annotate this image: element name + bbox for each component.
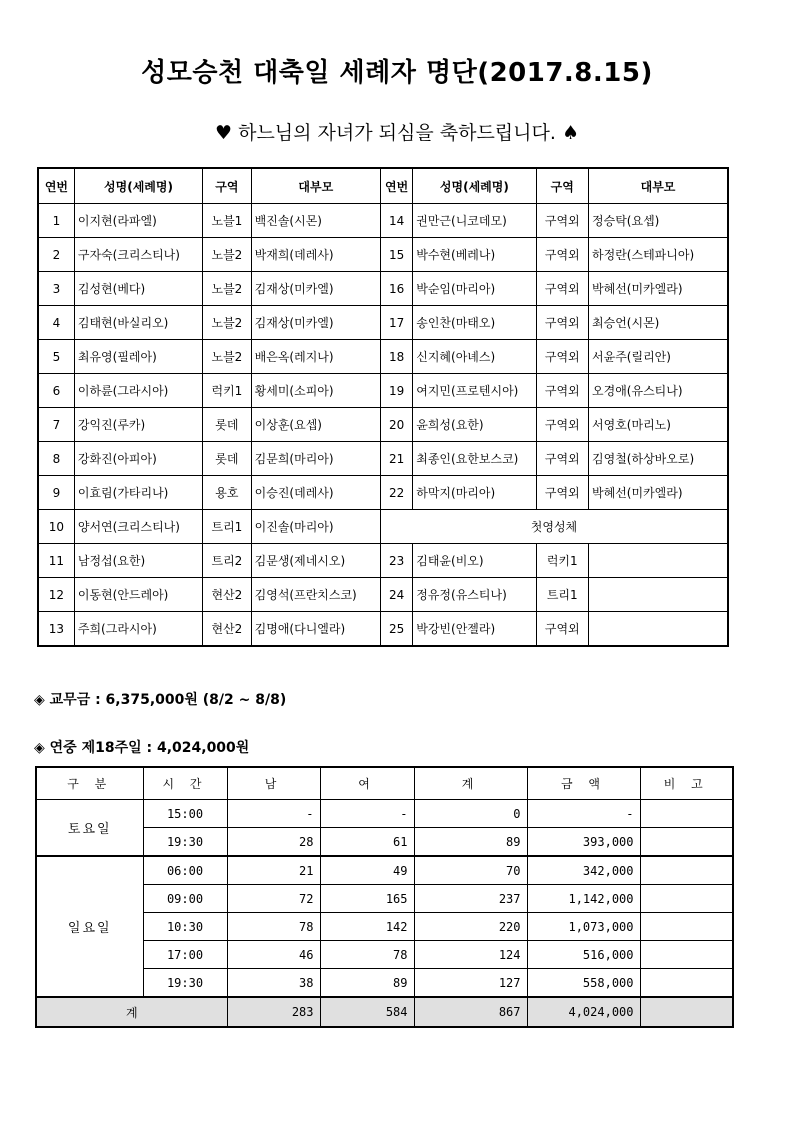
name-cell: 권만근(니코데모) <box>413 204 536 238</box>
district-cell: 럭키1 <box>536 544 589 578</box>
sum-cell: 867 <box>414 997 527 1027</box>
name-cell: 이동현(안드레아) <box>74 578 202 612</box>
men-cell: 78 <box>227 913 320 941</box>
women-cell: 61 <box>320 828 414 857</box>
sum-cell: 127 <box>414 969 527 998</box>
number-cell: 5 <box>38 340 74 374</box>
district-cell: 노블2 <box>203 340 251 374</box>
note-cell <box>640 885 733 913</box>
time-cell: 17:00 <box>143 941 227 969</box>
district-cell: 트리2 <box>203 544 251 578</box>
sum-cell: 70 <box>414 856 527 885</box>
number-cell: 20 <box>380 408 412 442</box>
godparent-cell: 정승탁(요셉) <box>589 204 728 238</box>
godparent-cell: 김영철(하상바오로) <box>589 442 728 476</box>
number-cell: 19 <box>380 374 412 408</box>
godparent-cell: 김명애(다니엘라) <box>251 612 380 647</box>
column-header: 대부모 <box>251 168 380 204</box>
day-label: 일요일 <box>36 856 143 997</box>
amount-cell: 342,000 <box>527 856 640 885</box>
godparent-cell: 황세미(소피아) <box>251 374 380 408</box>
number-cell: 11 <box>38 544 74 578</box>
mass-attendance-table <box>35 766 734 1028</box>
name-cell: 박순임(마리아) <box>413 272 536 306</box>
number-cell: 24 <box>380 578 412 612</box>
table-row <box>38 374 728 408</box>
name-cell: 강익진(루카) <box>74 408 202 442</box>
district-cell: 롯데 <box>203 442 251 476</box>
note-cell <box>640 856 733 885</box>
godparent-cell: 박혜선(미카엘라) <box>589 476 728 510</box>
godparent-cell <box>589 612 728 647</box>
name-cell: 정유정(유스티나) <box>413 578 536 612</box>
godparent-cell: 서윤주(릴리안) <box>589 340 728 374</box>
men-cell: 46 <box>227 941 320 969</box>
amount-cell: 516,000 <box>527 941 640 969</box>
page-title: 성모승천 대축일 세례자 명단(2017.8.15) <box>141 58 653 88</box>
column-header: 연번 <box>38 168 74 204</box>
note-cell <box>640 941 733 969</box>
district-cell: 트리1 <box>536 578 589 612</box>
note-cell <box>640 969 733 998</box>
district-cell: 구역외 <box>536 408 589 442</box>
column-header: 성명(세례명) <box>74 168 202 204</box>
number-cell: 4 <box>38 306 74 340</box>
number-cell: 3 <box>38 272 74 306</box>
time-cell: 10:30 <box>143 913 227 941</box>
name-cell: 김태윤(비오) <box>413 544 536 578</box>
women-cell: - <box>320 800 414 828</box>
sum-cell: 220 <box>414 913 527 941</box>
name-cell: 구자숙(크리스티나) <box>74 238 202 272</box>
note-cell <box>640 828 733 857</box>
name-cell: 주희(그라시아) <box>74 612 202 647</box>
amount-cell: 393,000 <box>527 828 640 857</box>
amount-cell: 4,024,000 <box>527 997 640 1027</box>
district-cell: 노블2 <box>203 238 251 272</box>
district-cell: 구역외 <box>536 238 589 272</box>
men-cell: 283 <box>227 997 320 1027</box>
men-cell: 21 <box>227 856 320 885</box>
baptism-table <box>37 167 729 647</box>
name-cell: 신지혜(아녜스) <box>413 340 536 374</box>
table-row <box>36 800 733 828</box>
collection-summary: ◈ 교무금 : 6,375,000원 (8/2 ~ 8/8) <box>34 692 287 708</box>
name-cell: 최종인(요한보스코) <box>413 442 536 476</box>
number-cell: 14 <box>380 204 412 238</box>
name-cell: 이하륜(그라시아) <box>74 374 202 408</box>
district-cell: 현산2 <box>203 578 251 612</box>
number-cell: 6 <box>38 374 74 408</box>
column-header: 구역 <box>536 168 589 204</box>
godparent-cell: 최승언(시몬) <box>589 306 728 340</box>
district-cell: 럭키1 <box>203 374 251 408</box>
women-cell: 78 <box>320 941 414 969</box>
number-cell: 22 <box>380 476 412 510</box>
number-cell: 9 <box>38 476 74 510</box>
godparent-cell: 이승진(데레사) <box>251 476 380 510</box>
name-cell: 이효림(가타리나) <box>74 476 202 510</box>
godparent-cell: 김문희(마리아) <box>251 442 380 476</box>
column-header: 연번 <box>380 168 412 204</box>
time-cell: 09:00 <box>143 885 227 913</box>
godparent-cell: 김재상(미카엘) <box>251 272 380 306</box>
total-row <box>36 997 733 1027</box>
district-cell: 용호 <box>203 476 251 510</box>
name-cell: 하막지(마리아) <box>413 476 536 510</box>
number-cell: 16 <box>380 272 412 306</box>
amount-cell: - <box>527 800 640 828</box>
godparent-cell: 배은옥(레지나) <box>251 340 380 374</box>
column-header: 구역 <box>203 168 251 204</box>
number-cell: 2 <box>38 238 74 272</box>
baptism-header-row <box>38 168 728 204</box>
number-cell: 8 <box>38 442 74 476</box>
godparent-cell: 이진솔(마리아) <box>251 510 380 544</box>
district-cell: 구역외 <box>536 476 589 510</box>
number-cell: 12 <box>38 578 74 612</box>
godparent-cell: 김문생(제네시오) <box>251 544 380 578</box>
time-cell: 15:00 <box>143 800 227 828</box>
sum-cell: 0 <box>414 800 527 828</box>
godparent-cell: 백진솔(시몬) <box>251 204 380 238</box>
name-cell: 송인찬(마태오) <box>413 306 536 340</box>
column-header: 계 <box>414 767 527 800</box>
amount-cell: 1,142,000 <box>527 885 640 913</box>
name-cell: 남정섭(요한) <box>74 544 202 578</box>
time-cell: 06:00 <box>143 856 227 885</box>
number-cell: 25 <box>380 612 412 647</box>
sum-cell: 124 <box>414 941 527 969</box>
women-cell: 89 <box>320 969 414 998</box>
page-subtitle: ♥ 하느님의 자녀가 되심을 축하드립니다. ♠ <box>215 122 579 144</box>
table-row <box>38 612 728 647</box>
table-row <box>38 408 728 442</box>
district-cell: 노블2 <box>203 306 251 340</box>
godparent-cell: 박혜선(미카엘라) <box>589 272 728 306</box>
table-row <box>38 272 728 306</box>
women-cell: 584 <box>320 997 414 1027</box>
district-cell: 트리1 <box>203 510 251 544</box>
table-row <box>38 476 728 510</box>
table-row <box>38 510 728 544</box>
godparent-cell: 오경애(유스티나) <box>589 374 728 408</box>
column-header: 비 고 <box>640 767 733 800</box>
women-cell: 142 <box>320 913 414 941</box>
number-cell: 23 <box>380 544 412 578</box>
name-cell: 박수현(베레나) <box>413 238 536 272</box>
godparent-cell: 박재희(데레사) <box>251 238 380 272</box>
amount-cell: 558,000 <box>527 969 640 998</box>
total-label: 계 <box>36 997 227 1027</box>
note-cell <box>640 800 733 828</box>
godparent-cell <box>589 544 728 578</box>
men-cell: 38 <box>227 969 320 998</box>
name-cell: 이지현(라파엘) <box>74 204 202 238</box>
note-cell <box>640 997 733 1027</box>
column-header: 시 간 <box>143 767 227 800</box>
column-header: 대부모 <box>589 168 728 204</box>
attendance-summary: ◈ 연중 제18주일 : 4,024,000원 <box>34 740 250 756</box>
number-cell: 18 <box>380 340 412 374</box>
number-cell: 21 <box>380 442 412 476</box>
number-cell: 1 <box>38 204 74 238</box>
godparent-cell: 김재상(미카엘) <box>251 306 380 340</box>
district-cell: 구역외 <box>536 612 589 647</box>
district-cell: 노블1 <box>203 204 251 238</box>
column-header: 성명(세례명) <box>413 168 536 204</box>
district-cell: 구역외 <box>536 340 589 374</box>
sum-cell: 237 <box>414 885 527 913</box>
mass-header-row <box>36 767 733 800</box>
column-header: 구 분 <box>36 767 143 800</box>
table-row <box>38 578 728 612</box>
godparent-cell: 이상훈(요셉) <box>251 408 380 442</box>
women-cell: 49 <box>320 856 414 885</box>
number-cell: 15 <box>380 238 412 272</box>
district-cell: 현산2 <box>203 612 251 647</box>
column-header: 금 액 <box>527 767 640 800</box>
number-cell: 10 <box>38 510 74 544</box>
district-cell: 구역외 <box>536 272 589 306</box>
district-cell: 구역외 <box>536 306 589 340</box>
first-communion-label: 첫영성체 <box>380 510 728 544</box>
table-row <box>38 442 728 476</box>
district-cell: 구역외 <box>536 442 589 476</box>
table-row <box>38 204 728 238</box>
name-cell: 박강빈(안젤라) <box>413 612 536 647</box>
column-header: 여 <box>320 767 414 800</box>
godparent-cell <box>589 578 728 612</box>
day-label: 토요일 <box>36 800 143 857</box>
table-row <box>38 544 728 578</box>
name-cell: 강화진(아피아) <box>74 442 202 476</box>
time-cell: 19:30 <box>143 828 227 857</box>
men-cell: 72 <box>227 885 320 913</box>
district-cell: 구역외 <box>536 374 589 408</box>
name-cell: 김성현(베다) <box>74 272 202 306</box>
table-row <box>38 340 728 374</box>
district-cell: 롯데 <box>203 408 251 442</box>
name-cell: 김태현(바실리오) <box>74 306 202 340</box>
women-cell: 165 <box>320 885 414 913</box>
district-cell: 노블2 <box>203 272 251 306</box>
number-cell: 17 <box>380 306 412 340</box>
men-cell: 28 <box>227 828 320 857</box>
name-cell: 최유영(필레아) <box>74 340 202 374</box>
time-cell: 19:30 <box>143 969 227 998</box>
godparent-cell: 하정란(스테파니아) <box>589 238 728 272</box>
column-header: 남 <box>227 767 320 800</box>
sum-cell: 89 <box>414 828 527 857</box>
number-cell: 7 <box>38 408 74 442</box>
district-cell: 구역외 <box>536 204 589 238</box>
name-cell: 여지민(프로텐시아) <box>413 374 536 408</box>
amount-cell: 1,073,000 <box>527 913 640 941</box>
name-cell: 양서연(크리스티나) <box>74 510 202 544</box>
note-cell <box>640 913 733 941</box>
number-cell: 13 <box>38 612 74 647</box>
men-cell: - <box>227 800 320 828</box>
table-row <box>36 856 733 885</box>
table-row <box>38 238 728 272</box>
godparent-cell: 서영호(마리노) <box>589 408 728 442</box>
name-cell: 윤희성(요한) <box>413 408 536 442</box>
table-row <box>38 306 728 340</box>
godparent-cell: 김영석(프란치스코) <box>251 578 380 612</box>
